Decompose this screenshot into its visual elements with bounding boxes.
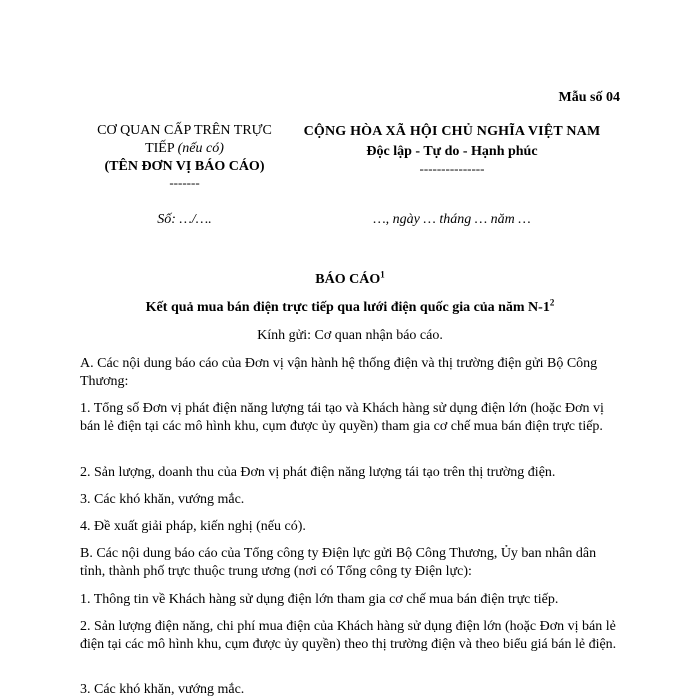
document-number: Số: …/…. <box>157 212 212 227</box>
title-footnote: 1 <box>380 269 385 280</box>
section-b-item-2: 2. Sản lượng điện năng, chi phí mua điện của Khách hàng sử dụng điện lớn (hoặc Đơn vị bán lẻ điện tại các mô hình khu, cụm được ủy quyền) theo thị trường điện và theo biểu giá bán lẻ điện. <box>80 619 617 652</box>
section-a-item-2: 2. Sản lượng, doanh thu của Đơn vị phát điện năng lượng tái tạo trên thị trường điện. <box>80 465 556 480</box>
issuing-agency-header <box>72 122 297 190</box>
greeting: Kính gửi: Cơ quan nhận báo cáo. <box>257 328 443 343</box>
republic-name: CỘNG HÒA XÃ HỘI CHỦ NGHĨA VIỆT NAM <box>303 124 601 139</box>
section-a-item-4: 4. Đề xuất giải pháp, kiến nghị (nếu có). <box>80 519 306 534</box>
national-header <box>292 122 612 176</box>
national-motto: Độc lập - Tự do - Hạnh phúc <box>366 144 538 159</box>
agency-line-1: CƠ QUAN CẤP TRÊN TRỰC <box>97 123 272 138</box>
agency-line-2 <box>72 140 297 158</box>
subtitle-footnote: 2 <box>549 297 555 308</box>
reporting-unit: (TÊN ĐƠN VỊ BÁO CÁO) <box>104 159 265 174</box>
agency-line-2-text: TIẾP <box>145 141 175 156</box>
report-subtitle-text: Kết quả mua bán điện trực tiếp qua lưới điện quốc gia của năm N-1 <box>145 300 550 315</box>
left-divider: ------- <box>169 175 200 190</box>
form-number: Mẫu số 04 <box>558 90 620 105</box>
section-b-item-3: 3. Các khó khăn, vướng mắc. <box>80 682 245 697</box>
right-divider: --------------- <box>419 161 485 176</box>
section-a-heading: A. Các nội dung báo cáo của Đơn vị vận hành hệ thống điện và thị trường điện gửi Bộ Công Thương: <box>80 356 598 389</box>
report-title-text: BÁO CÁO <box>315 272 381 287</box>
report-title <box>80 269 620 288</box>
date-line: …, ngày … tháng … năm … <box>373 212 531 227</box>
section-a-item-3: 3. Các khó khăn, vướng mắc. <box>80 492 245 507</box>
report-subtitle <box>80 297 620 316</box>
section-a-item-1: 1. Tổng số Đơn vị phát điện năng lượng tái tạo và Khách hàng sử dụng điện lớn (hoặc Đơn vị bán lẻ điện tại các mô hình khu, cụm được ủy quyền) tham gia cơ chế mua bán điện trực tiếp. <box>80 401 604 434</box>
section-b-item-1: 1. Thông tin về Khách hàng sử dụng điện lớn tham gia cơ chế mua bán điện trực tiếp. <box>80 592 559 607</box>
section-b-heading: B. Các nội dung báo cáo của Tổng công ty Điện lực gửi Bộ Công Thương, Ủy ban nhân dân tỉnh, thành phố trực thuộc trung ương (nơi có Tổng công ty Điện lực): <box>80 546 597 579</box>
agency-note: (nếu có) <box>177 141 224 156</box>
